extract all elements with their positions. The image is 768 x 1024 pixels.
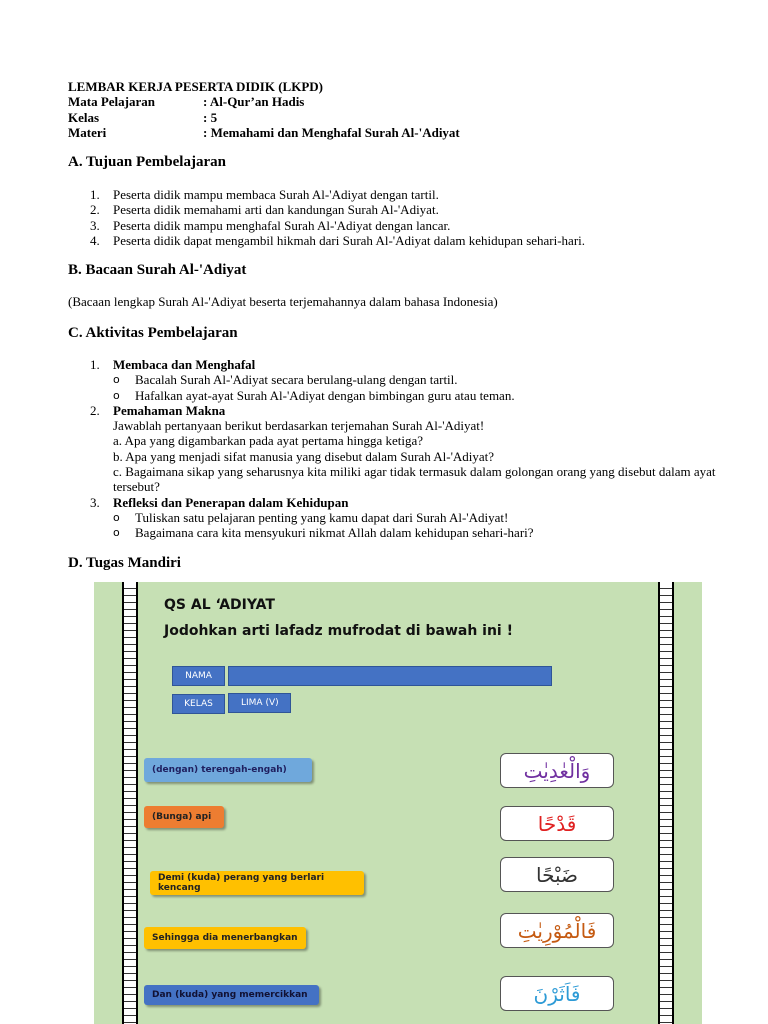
list-item	[90, 218, 585, 233]
list-item	[90, 357, 720, 372]
activity-title: Refleksi dan Penerapan dalam Kehidupan	[113, 494, 349, 510]
meaning-card[interactable]: Sehingga dia menerbangkan	[144, 927, 306, 949]
question-line: Jawablah pertanyaan berikut berdasarkan terjemahan Surah Al-'Adiyat!	[113, 418, 485, 434]
list-number: 4.	[90, 232, 100, 248]
list-item	[90, 187, 585, 202]
question-line: c. Bagaimana sikap yang seharusnya kita miliki agar tidak termasuk dalam golongan orang yang disebut dalam ayat tersebut?	[113, 464, 716, 495]
header-row-subject	[68, 94, 460, 109]
header-row-class	[68, 110, 460, 125]
arabic-word-card[interactable]: فَالْمُوْرِيٰتِ	[500, 913, 614, 948]
lkpd-header	[68, 79, 460, 140]
activity-title: Membaca dan Menghafal	[113, 357, 256, 372]
section-c-heading: C. Aktivitas Pembelajaran	[68, 325, 238, 341]
arabic-word-card[interactable]: وَالْعٰدِيٰتِ	[500, 753, 614, 788]
list-text: Peserta didik memahami arti dan kandungan Surah Al-'Adiyat.	[113, 202, 439, 218]
list-item	[90, 495, 720, 510]
meaning-card[interactable]: Demi (kuda) perang yang berlari kencang	[150, 871, 364, 895]
question-line: a. Apa yang digambarkan pada ayat pertama hingga ketiga?	[113, 433, 424, 449]
matching-worksheet-image	[94, 582, 702, 1024]
header-label: Kelas	[68, 109, 100, 125]
activity-title: Pemahaman Makna	[113, 402, 226, 418]
nama-label: NAMA	[172, 666, 225, 686]
bullet-text: Hafalkan ayat-ayat Surah Al-'Adiyat dengan bimbingan guru atau teman.	[135, 387, 515, 403]
list-item	[90, 202, 585, 217]
list-text: Peserta didik mampu menghafal Surah Al-'Adiyat dengan lancar.	[113, 217, 451, 233]
section-b-text: (Bacaan lengkap Surah Al-'Adiyat beserta terjemahannya dalam bahasa Indonesia)	[68, 294, 498, 309]
list-text: Peserta didik dapat mengambil hikmah dari Surah Al-'Adiyat dalam kehidupan sehari-hari.	[113, 232, 586, 248]
activities-list	[90, 357, 720, 541]
header-row-material	[68, 125, 460, 140]
list-number: 3.	[90, 217, 100, 233]
bullet-text: Bagaimana cara kita mensyukuri nikmat Allah dalam kehidupan sehari-hari?	[135, 525, 534, 541]
worksheet-instruction: Jodohkan arti lafadz mufrodat di bawah ini !	[164, 623, 513, 639]
header-label: Materi	[68, 124, 107, 140]
list-item	[90, 233, 585, 248]
section-d-heading: D. Tugas Mandiri	[68, 555, 181, 571]
bullet-item	[90, 525, 720, 540]
bullet-icon: o	[113, 510, 120, 524]
arabic-word-card[interactable]: ضَبْحًا	[500, 857, 614, 892]
bullet-text: Bacalah Surah Al-'Adiyat secara berulang-ulang dengan tartil.	[135, 372, 458, 388]
bullet-icon: o	[113, 388, 120, 402]
objectives-list	[90, 187, 585, 248]
header-label: Mata Pelajaran	[68, 94, 156, 110]
kelas-value: LIMA (V)	[228, 693, 291, 713]
bullet-item	[90, 510, 720, 525]
bullet-icon: o	[113, 526, 120, 540]
notebook-binding-right	[658, 582, 674, 1024]
bullet-icon: o	[113, 373, 120, 387]
bullet-item	[90, 372, 720, 387]
list-text: Peserta didik mampu membaca Surah Al-'Adiyat dengan tartil.	[113, 187, 439, 202]
section-b-heading: B. Bacaan Surah Al-'Adiyat	[68, 262, 247, 278]
header-value: : Memahami dan Menghafal Surah Al-'Adiyat	[203, 124, 460, 140]
list-number: 3.	[90, 494, 100, 510]
list-number: 1.	[90, 187, 100, 202]
bullet-item	[90, 388, 720, 403]
document-title: LEMBAR KERJA PESERTA DIDIK (LKPD)	[68, 79, 323, 94]
list-number: 1.	[90, 357, 100, 372]
notebook-binding-left	[122, 582, 138, 1024]
meaning-card[interactable]: (Bunga) api	[144, 806, 224, 828]
kelas-label: KELAS	[172, 694, 225, 714]
header-value: : 5	[203, 109, 218, 125]
section-a-heading: A. Tujuan Pembelajaran	[68, 154, 226, 170]
header-value: : Al-Qur’an Hadis	[203, 94, 305, 110]
meaning-card[interactable]: (dengan) terengah-engah)	[144, 758, 312, 782]
list-number: 2.	[90, 202, 100, 218]
list-item	[90, 403, 720, 418]
nama-field[interactable]	[228, 666, 552, 686]
meaning-card[interactable]: Dan (kuda) yang memercikkan	[144, 985, 319, 1005]
arabic-word-card[interactable]: فَاَثَرْنَ	[500, 976, 614, 1011]
worksheet-title: QS AL ‘ADIYAT	[164, 597, 275, 613]
list-number: 2.	[90, 402, 100, 418]
arabic-word-card[interactable]: قَدْحًا	[500, 806, 614, 841]
bullet-text: Tuliskan satu pelajaran penting yang kamu dapat dari Surah Al-'Adiyat!	[135, 509, 509, 525]
question-line: b. Apa yang menjadi sifat manusia yang disebut dalam Surah Al-'Adiyat?	[113, 448, 495, 464]
